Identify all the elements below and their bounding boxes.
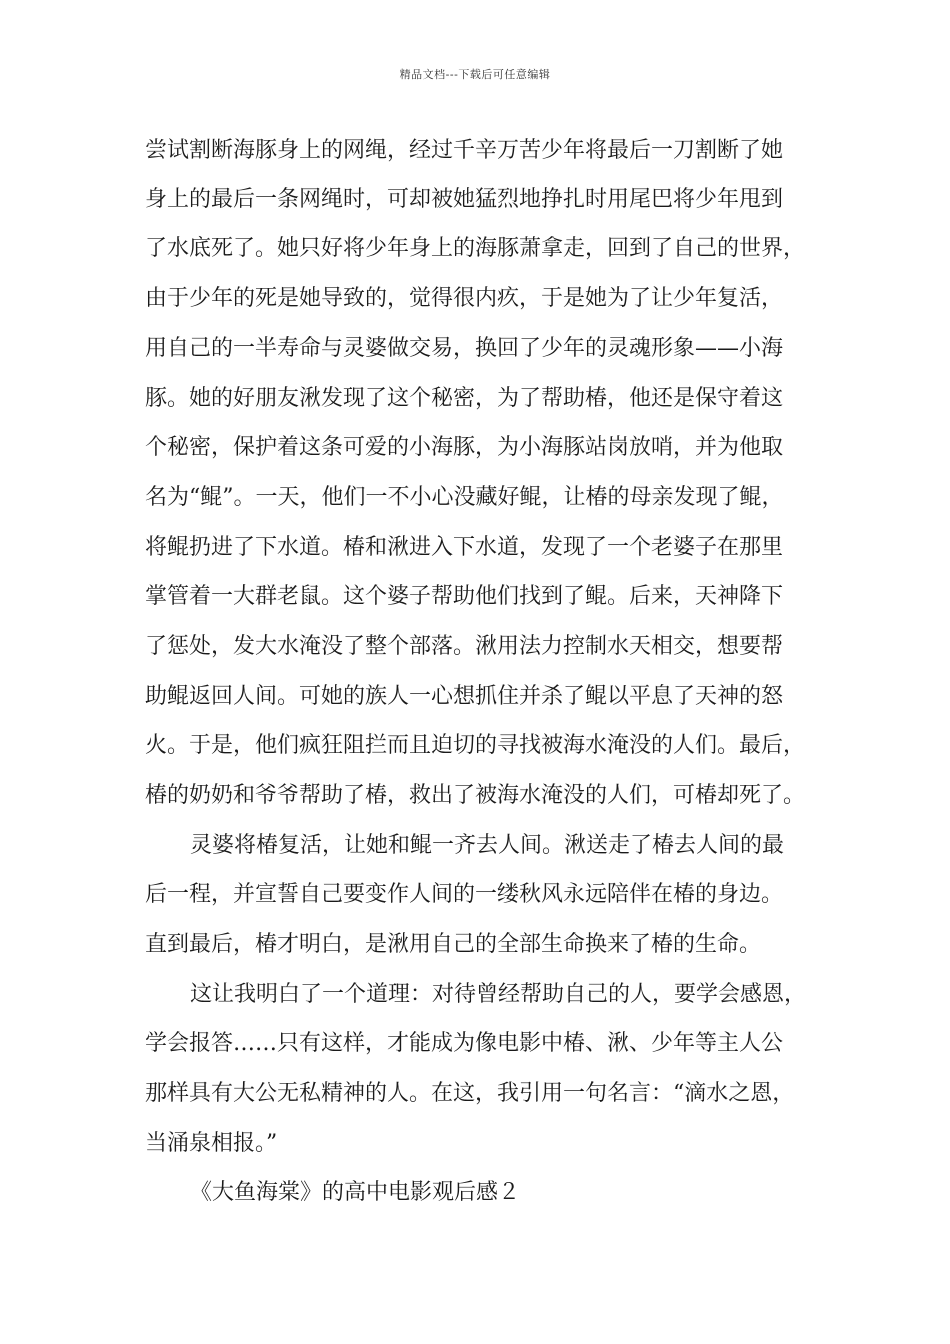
page-header: 精品文档---下载后可任意编辑 — [399, 68, 551, 81]
paragraph-line: 了惩处，发大水淹没了整个部落。湫用法力控制水天相交，想要帮 — [145, 634, 784, 659]
paragraph-line: 个秘密，保护着这条可爱的小海豚，为小海豚站岗放哨，并为他取 — [145, 435, 784, 460]
paragraph-line: 椿的奶奶和爷爷帮助了椿，救出了被海水淹没的人们，可椿却死了。 — [145, 783, 806, 808]
paragraph-line: 助鲲返回人间。可她的族人一心想抓住并杀了鲲以平息了天神的怒 — [145, 684, 784, 709]
paragraph-line: 学会报答……只有这样，才能成为像电影中椿、湫、少年等主人公 — [145, 1031, 784, 1056]
paragraph-line: 豚。她的好朋友湫发现了这个秘密，为了帮助椿，他还是保守着这 — [145, 386, 784, 411]
section-heading: 《大鱼海棠》的高中电影观后感２ — [190, 1180, 521, 1205]
paragraph-line: 尝试割断海豚身上的网绳，经过千辛万苦少年将最后一刀割断了她 — [145, 138, 784, 163]
paragraph-line: 直到最后，椿才明白，是湫用自己的全部生命换来了椿的生命。 — [145, 932, 762, 957]
paragraph-line: 掌管着一大群老鼠。这个婆子帮助他们找到了鲲。后来，天神降下 — [145, 584, 784, 609]
paragraph-line: 火。于是，他们疯狂阻拦而且迫切的寻找被海水淹没的人们。最后， — [145, 733, 806, 758]
paragraph-line: 后一程，并宣誓自己要变作人间的一缕秋风永远陪伴在椿的身边。 — [145, 882, 784, 907]
paragraph-line: 将鲲扔进了下水道。椿和湫进入下水道，发现了一个老婆子在那里 — [145, 535, 784, 560]
paragraph-line: 名为“鲲”。一天，他们一不小心没藏好鲲，让椿的母亲发现了鲲， — [145, 485, 784, 510]
paragraph-line: 灵婆将椿复活，让她和鲲一齐去人间。湫送走了椿去人间的最 — [190, 833, 785, 858]
paragraph-line: 由于少年的死是她导致的，觉得很内疚，于是她为了让少年复活， — [145, 286, 784, 311]
paragraph-line: 用自己的一半寿命与灵婆做交易，换回了少年的灵魂形象——小海 — [145, 336, 784, 361]
paragraph-line: 那样具有大公无私精神的人。在这，我引用一句名言：“滴水之恩， — [145, 1081, 795, 1106]
paragraph-line: 这让我明白了一个道理：对待曾经帮助自己的人，要学会感恩， — [190, 982, 807, 1007]
paragraph-line: 当涌泉相报。” — [145, 1131, 278, 1156]
paragraph-line: 身上的最后一条网绳时，可却被她猛烈地挣扎时用尾巴将少年甩到 — [145, 187, 784, 212]
paragraph-line: 了水底死了。她只好将少年身上的海豚萧拿走，回到了自己的世界， — [145, 236, 806, 261]
